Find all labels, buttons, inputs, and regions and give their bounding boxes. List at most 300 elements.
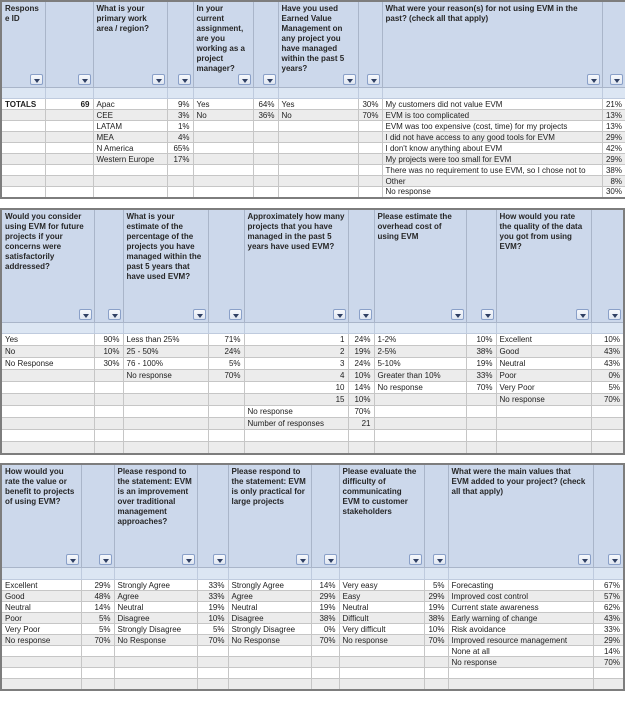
data-cell[interactable]: Excellent — [1, 580, 81, 591]
data-cell[interactable]: 29% — [602, 132, 625, 143]
data-cell[interactable]: Western Europe — [93, 154, 167, 165]
data-cell[interactable] — [1, 176, 45, 187]
data-cell[interactable] — [208, 406, 244, 418]
data-cell[interactable]: 38% — [466, 346, 496, 358]
data-cell[interactable]: Very Poor — [1, 624, 81, 635]
data-cell[interactable] — [45, 154, 93, 165]
data-cell[interactable]: 67% — [593, 580, 624, 591]
data-cell[interactable]: 71% — [208, 334, 244, 346]
data-cell[interactable] — [358, 187, 382, 198]
data-cell[interactable]: Strongly Disagree — [114, 624, 197, 635]
data-cell[interactable] — [93, 187, 167, 198]
data-cell[interactable] — [81, 679, 114, 690]
data-cell[interactable]: 14% — [593, 646, 624, 657]
data-cell[interactable] — [244, 430, 348, 442]
filter-dropdown-button[interactable] — [178, 74, 191, 85]
data-cell[interactable] — [358, 176, 382, 187]
filter-dropdown-button[interactable] — [409, 554, 422, 565]
data-cell[interactable]: 70% — [197, 635, 228, 646]
data-cell[interactable]: 14% — [348, 382, 374, 394]
data-cell[interactable]: LATAM — [93, 121, 167, 132]
data-cell[interactable]: Excellent — [496, 334, 591, 346]
data-cell[interactable]: Very easy — [339, 580, 424, 591]
data-cell[interactable]: 38% — [602, 165, 625, 176]
data-cell[interactable] — [193, 176, 253, 187]
data-cell[interactable]: Less than 25% — [123, 334, 208, 346]
data-cell[interactable]: 10% — [466, 334, 496, 346]
data-cell[interactable] — [278, 165, 358, 176]
data-cell[interactable]: 24% — [208, 346, 244, 358]
data-cell[interactable] — [208, 394, 244, 406]
empty-cell[interactable] — [1, 88, 45, 99]
data-cell[interactable] — [253, 154, 278, 165]
filter-dropdown-button[interactable] — [578, 554, 591, 565]
data-cell[interactable] — [348, 442, 374, 454]
data-cell[interactable]: 33% — [197, 580, 228, 591]
data-cell[interactable]: Very difficult — [339, 624, 424, 635]
filter-dropdown-button[interactable] — [108, 309, 121, 320]
data-cell[interactable] — [1, 121, 45, 132]
data-cell[interactable] — [339, 646, 424, 657]
data-cell[interactable] — [197, 657, 228, 668]
data-cell[interactable]: 70% — [593, 657, 624, 668]
data-cell[interactable] — [358, 132, 382, 143]
data-cell[interactable] — [374, 430, 466, 442]
empty-cell[interactable] — [208, 323, 244, 334]
data-cell[interactable]: No response — [1, 635, 81, 646]
data-cell[interactable]: Yes — [278, 99, 358, 110]
filter-dropdown-button[interactable] — [367, 74, 380, 85]
data-cell[interactable]: No response — [496, 394, 591, 406]
data-cell[interactable]: 62% — [593, 602, 624, 613]
data-cell[interactable] — [45, 176, 93, 187]
filter-dropdown-button[interactable] — [99, 554, 112, 565]
data-cell[interactable] — [278, 176, 358, 187]
data-cell[interactable]: 0% — [591, 370, 624, 382]
filter-dropdown-button[interactable] — [481, 309, 494, 320]
data-cell[interactable]: Agree — [114, 591, 197, 602]
empty-cell[interactable] — [602, 88, 625, 99]
filter-dropdown-button[interactable] — [79, 309, 92, 320]
data-cell[interactable] — [45, 187, 93, 198]
data-cell[interactable] — [1, 394, 94, 406]
data-cell[interactable] — [339, 668, 424, 679]
data-cell[interactable] — [358, 154, 382, 165]
data-cell[interactable] — [253, 121, 278, 132]
data-cell[interactable]: 10% — [591, 334, 624, 346]
data-cell[interactable] — [114, 668, 197, 679]
data-cell[interactable] — [167, 165, 193, 176]
data-cell[interactable] — [193, 143, 253, 154]
data-cell[interactable]: Strongly Agree — [114, 580, 197, 591]
data-cell[interactable] — [253, 165, 278, 176]
data-cell[interactable] — [208, 382, 244, 394]
data-cell[interactable]: 33% — [197, 591, 228, 602]
data-cell[interactable]: 38% — [311, 613, 339, 624]
data-cell[interactable]: 70% — [311, 635, 339, 646]
data-cell[interactable] — [591, 430, 624, 442]
data-cell[interactable]: Risk avoidance — [448, 624, 593, 635]
data-cell[interactable] — [1, 679, 81, 690]
data-cell[interactable]: MEA — [93, 132, 167, 143]
data-cell[interactable]: 19% — [424, 602, 448, 613]
data-cell[interactable] — [1, 442, 94, 454]
data-cell[interactable]: Yes — [1, 334, 94, 346]
data-cell[interactable]: Strongly Agree — [228, 580, 311, 591]
data-cell[interactable]: 70% — [591, 394, 624, 406]
data-cell[interactable] — [1, 430, 94, 442]
data-cell[interactable] — [496, 418, 591, 430]
data-cell[interactable]: 4 — [244, 370, 348, 382]
data-cell[interactable]: I don't know anything about EVM — [382, 143, 602, 154]
data-cell[interactable]: 29% — [424, 591, 448, 602]
filter-dropdown-button[interactable] — [213, 554, 226, 565]
data-cell[interactable]: 30% — [358, 99, 382, 110]
data-cell[interactable]: No Response — [114, 635, 197, 646]
data-cell[interactable]: I did not have access to any good tools for EVM — [382, 132, 602, 143]
data-cell[interactable]: EVM was too expensive (cost, time) for my projects — [382, 121, 602, 132]
data-cell[interactable]: 14% — [311, 580, 339, 591]
data-cell[interactable] — [593, 668, 624, 679]
filter-dropdown-button[interactable] — [78, 74, 91, 85]
data-cell[interactable]: 69 — [45, 99, 93, 110]
data-cell[interactable] — [193, 187, 253, 198]
data-cell[interactable]: 9% — [167, 99, 193, 110]
data-cell[interactable] — [167, 176, 193, 187]
data-cell[interactable]: 19% — [466, 358, 496, 370]
data-cell[interactable] — [496, 430, 591, 442]
data-cell[interactable] — [1, 668, 81, 679]
data-cell[interactable] — [311, 657, 339, 668]
data-cell[interactable]: 24% — [348, 334, 374, 346]
data-cell[interactable]: 30% — [94, 358, 123, 370]
data-cell[interactable] — [311, 668, 339, 679]
data-cell[interactable]: Disagree — [114, 613, 197, 624]
data-cell[interactable] — [1, 418, 94, 430]
data-cell[interactable]: 38% — [424, 613, 448, 624]
data-cell[interactable] — [45, 110, 93, 121]
data-cell[interactable] — [1, 110, 45, 121]
data-cell[interactable] — [228, 646, 311, 657]
data-cell[interactable]: 2-5% — [374, 346, 466, 358]
data-cell[interactable] — [94, 442, 123, 454]
data-cell[interactable]: 19% — [197, 602, 228, 613]
data-cell[interactable] — [244, 442, 348, 454]
filter-dropdown-button[interactable] — [343, 74, 356, 85]
data-cell[interactable] — [94, 430, 123, 442]
data-cell[interactable] — [311, 646, 339, 657]
data-cell[interactable] — [374, 394, 466, 406]
data-cell[interactable]: Neutral — [1, 602, 81, 613]
data-cell[interactable]: Disagree — [228, 613, 311, 624]
empty-cell[interactable] — [348, 323, 374, 334]
data-cell[interactable]: Improved cost control — [448, 591, 593, 602]
empty-cell[interactable] — [591, 323, 624, 334]
data-cell[interactable] — [1, 132, 45, 143]
data-cell[interactable] — [1, 657, 81, 668]
data-cell[interactable]: 21% — [602, 99, 625, 110]
data-cell[interactable]: 70% — [208, 370, 244, 382]
data-cell[interactable] — [1, 187, 45, 198]
empty-cell[interactable] — [123, 323, 208, 334]
data-cell[interactable]: 70% — [358, 110, 382, 121]
filter-dropdown-button[interactable] — [238, 74, 251, 85]
filter-dropdown-button[interactable] — [610, 74, 623, 85]
data-cell[interactable] — [591, 442, 624, 454]
data-cell[interactable] — [591, 418, 624, 430]
data-cell[interactable]: Poor — [496, 370, 591, 382]
data-cell[interactable]: 43% — [591, 346, 624, 358]
empty-cell[interactable] — [593, 568, 624, 580]
data-cell[interactable] — [466, 430, 496, 442]
data-cell[interactable]: 70% — [466, 382, 496, 394]
data-cell[interactable] — [197, 679, 228, 690]
data-cell[interactable] — [424, 646, 448, 657]
data-cell[interactable]: Early warning of change — [448, 613, 593, 624]
empty-cell[interactable] — [81, 568, 114, 580]
data-cell[interactable] — [228, 668, 311, 679]
empty-cell[interactable] — [311, 568, 339, 580]
data-cell[interactable]: Neutral — [114, 602, 197, 613]
data-cell[interactable]: 33% — [466, 370, 496, 382]
data-cell[interactable] — [1, 154, 45, 165]
data-cell[interactable]: 76 - 100% — [123, 358, 208, 370]
data-cell[interactable] — [197, 646, 228, 657]
data-cell[interactable] — [81, 668, 114, 679]
data-cell[interactable] — [1, 406, 94, 418]
data-cell[interactable]: Neutral — [228, 602, 311, 613]
data-cell[interactable]: 5% — [81, 613, 114, 624]
empty-cell[interactable] — [382, 88, 602, 99]
filter-dropdown-button[interactable] — [182, 554, 195, 565]
data-cell[interactable]: N America — [93, 143, 167, 154]
data-cell[interactable]: 1-2% — [374, 334, 466, 346]
filter-dropdown-button[interactable] — [324, 554, 337, 565]
data-cell[interactable] — [123, 382, 208, 394]
data-cell[interactable]: 65% — [167, 143, 193, 154]
data-cell[interactable]: 3 — [244, 358, 348, 370]
data-cell[interactable] — [93, 165, 167, 176]
empty-cell[interactable] — [228, 568, 311, 580]
data-cell[interactable]: Greater than 10% — [374, 370, 466, 382]
data-cell[interactable] — [496, 406, 591, 418]
data-cell[interactable]: 21 — [348, 418, 374, 430]
data-cell[interactable]: 10% — [348, 394, 374, 406]
empty-cell[interactable] — [424, 568, 448, 580]
data-cell[interactable] — [496, 442, 591, 454]
data-cell[interactable]: Number of responses — [244, 418, 348, 430]
filter-dropdown-button[interactable] — [587, 74, 600, 85]
data-cell[interactable] — [278, 121, 358, 132]
data-cell[interactable]: 64% — [253, 99, 278, 110]
data-cell[interactable]: TOTALS — [1, 99, 45, 110]
data-cell[interactable] — [167, 187, 193, 198]
filter-dropdown-button[interactable] — [229, 309, 242, 320]
data-cell[interactable]: No Response — [1, 358, 94, 370]
data-cell[interactable] — [253, 132, 278, 143]
data-cell[interactable] — [94, 382, 123, 394]
data-cell[interactable] — [253, 176, 278, 187]
data-cell[interactable] — [424, 668, 448, 679]
data-cell[interactable] — [466, 442, 496, 454]
data-cell[interactable]: 42% — [602, 143, 625, 154]
data-cell[interactable]: Good — [496, 346, 591, 358]
data-cell[interactable] — [114, 646, 197, 657]
data-cell[interactable] — [123, 442, 208, 454]
data-cell[interactable]: 14% — [81, 602, 114, 613]
data-cell[interactable] — [193, 165, 253, 176]
empty-cell[interactable] — [496, 323, 591, 334]
data-cell[interactable]: Improved resource management — [448, 635, 593, 646]
empty-cell[interactable] — [374, 323, 466, 334]
data-cell[interactable] — [94, 394, 123, 406]
data-cell[interactable]: There was no requirement to use EVM, so I chose not to — [382, 165, 602, 176]
data-cell[interactable]: 33% — [593, 624, 624, 635]
data-cell[interactable]: EVM is too complicated — [382, 110, 602, 121]
data-cell[interactable] — [45, 143, 93, 154]
data-cell[interactable] — [208, 418, 244, 430]
data-cell[interactable]: Forecasting — [448, 580, 593, 591]
data-cell[interactable]: Strongly Disagree — [228, 624, 311, 635]
data-cell[interactable] — [278, 154, 358, 165]
data-cell[interactable] — [123, 430, 208, 442]
data-cell[interactable]: Neutral — [339, 602, 424, 613]
filter-dropdown-button[interactable] — [152, 74, 165, 85]
data-cell[interactable]: 29% — [311, 591, 339, 602]
empty-cell[interactable] — [448, 568, 593, 580]
data-cell[interactable] — [94, 418, 123, 430]
data-cell[interactable] — [311, 679, 339, 690]
data-cell[interactable]: 10% — [197, 613, 228, 624]
data-cell[interactable] — [208, 442, 244, 454]
data-cell[interactable] — [253, 187, 278, 198]
data-cell[interactable]: No Response — [228, 635, 311, 646]
filter-dropdown-button[interactable] — [433, 554, 446, 565]
data-cell[interactable] — [339, 679, 424, 690]
filter-dropdown-button[interactable] — [608, 309, 621, 320]
data-cell[interactable] — [93, 176, 167, 187]
data-cell[interactable]: 30% — [602, 187, 625, 198]
data-cell[interactable]: Neutral — [496, 358, 591, 370]
data-cell[interactable] — [253, 143, 278, 154]
data-cell[interactable] — [424, 679, 448, 690]
data-cell[interactable]: No response — [448, 657, 593, 668]
empty-cell[interactable] — [244, 323, 348, 334]
data-cell[interactable]: 13% — [602, 110, 625, 121]
empty-cell[interactable] — [114, 568, 197, 580]
data-cell[interactable] — [1, 143, 45, 154]
data-cell[interactable]: 1 — [244, 334, 348, 346]
data-cell[interactable] — [208, 430, 244, 442]
empty-cell[interactable] — [193, 88, 253, 99]
data-cell[interactable] — [339, 657, 424, 668]
data-cell[interactable] — [278, 132, 358, 143]
data-cell[interactable]: No response — [374, 382, 466, 394]
data-cell[interactable] — [358, 143, 382, 154]
data-cell[interactable]: My projects were too small for EVM — [382, 154, 602, 165]
filter-dropdown-button[interactable] — [359, 309, 372, 320]
data-cell[interactable] — [45, 132, 93, 143]
data-cell[interactable]: None at all — [448, 646, 593, 657]
data-cell[interactable]: 70% — [424, 635, 448, 646]
data-cell[interactable]: No response — [339, 635, 424, 646]
data-cell[interactable]: Current state awareness — [448, 602, 593, 613]
data-cell[interactable]: 25 - 50% — [123, 346, 208, 358]
data-cell[interactable]: 17% — [167, 154, 193, 165]
data-cell[interactable]: No — [1, 346, 94, 358]
empty-cell[interactable] — [1, 323, 94, 334]
data-cell[interactable]: 1% — [167, 121, 193, 132]
data-cell[interactable]: 5% — [208, 358, 244, 370]
data-cell[interactable] — [358, 165, 382, 176]
data-cell[interactable] — [466, 406, 496, 418]
data-cell[interactable]: No — [278, 110, 358, 121]
data-cell[interactable]: 10% — [348, 370, 374, 382]
data-cell[interactable] — [228, 657, 311, 668]
data-cell[interactable]: Agree — [228, 591, 311, 602]
empty-cell[interactable] — [253, 88, 278, 99]
data-cell[interactable]: 19% — [311, 602, 339, 613]
filter-dropdown-button[interactable] — [296, 554, 309, 565]
data-cell[interactable]: No response — [123, 370, 208, 382]
data-cell[interactable]: Good — [1, 591, 81, 602]
data-cell[interactable] — [348, 430, 374, 442]
data-cell[interactable]: 29% — [81, 580, 114, 591]
empty-cell[interactable] — [93, 88, 167, 99]
data-cell[interactable] — [424, 657, 448, 668]
data-cell[interactable]: 4% — [167, 132, 193, 143]
empty-cell[interactable] — [45, 88, 93, 99]
data-cell[interactable]: 5-10% — [374, 358, 466, 370]
data-cell[interactable]: Poor — [1, 613, 81, 624]
data-cell[interactable]: 24% — [348, 358, 374, 370]
data-cell[interactable]: My customers did not value EVM — [382, 99, 602, 110]
data-cell[interactable] — [94, 370, 123, 382]
data-cell[interactable] — [197, 668, 228, 679]
data-cell[interactable] — [114, 679, 197, 690]
data-cell[interactable]: 90% — [94, 334, 123, 346]
data-cell[interactable]: 70% — [348, 406, 374, 418]
data-cell[interactable]: 3% — [167, 110, 193, 121]
data-cell[interactable] — [1, 646, 81, 657]
data-cell[interactable]: 5% — [81, 624, 114, 635]
data-cell[interactable]: 10 — [244, 382, 348, 394]
data-cell[interactable]: 13% — [602, 121, 625, 132]
data-cell[interactable] — [45, 121, 93, 132]
data-cell[interactable] — [1, 370, 94, 382]
filter-dropdown-button[interactable] — [608, 554, 621, 565]
data-cell[interactable]: 2 — [244, 346, 348, 358]
empty-cell[interactable] — [466, 323, 496, 334]
data-cell[interactable] — [123, 418, 208, 430]
data-cell[interactable] — [374, 406, 466, 418]
data-cell[interactable] — [466, 418, 496, 430]
empty-cell[interactable] — [358, 88, 382, 99]
data-cell[interactable] — [1, 382, 94, 394]
data-cell[interactable]: 0% — [311, 624, 339, 635]
data-cell[interactable] — [123, 394, 208, 406]
data-cell[interactable]: CEE — [93, 110, 167, 121]
filter-dropdown-button[interactable] — [263, 74, 276, 85]
data-cell[interactable]: Other — [382, 176, 602, 187]
data-cell[interactable]: No response — [382, 187, 602, 198]
data-cell[interactable]: Very Poor — [496, 382, 591, 394]
data-cell[interactable] — [193, 154, 253, 165]
data-cell[interactable]: Apac — [93, 99, 167, 110]
data-cell[interactable]: 5% — [197, 624, 228, 635]
data-cell[interactable]: No response — [244, 406, 348, 418]
data-cell[interactable]: 8% — [602, 176, 625, 187]
